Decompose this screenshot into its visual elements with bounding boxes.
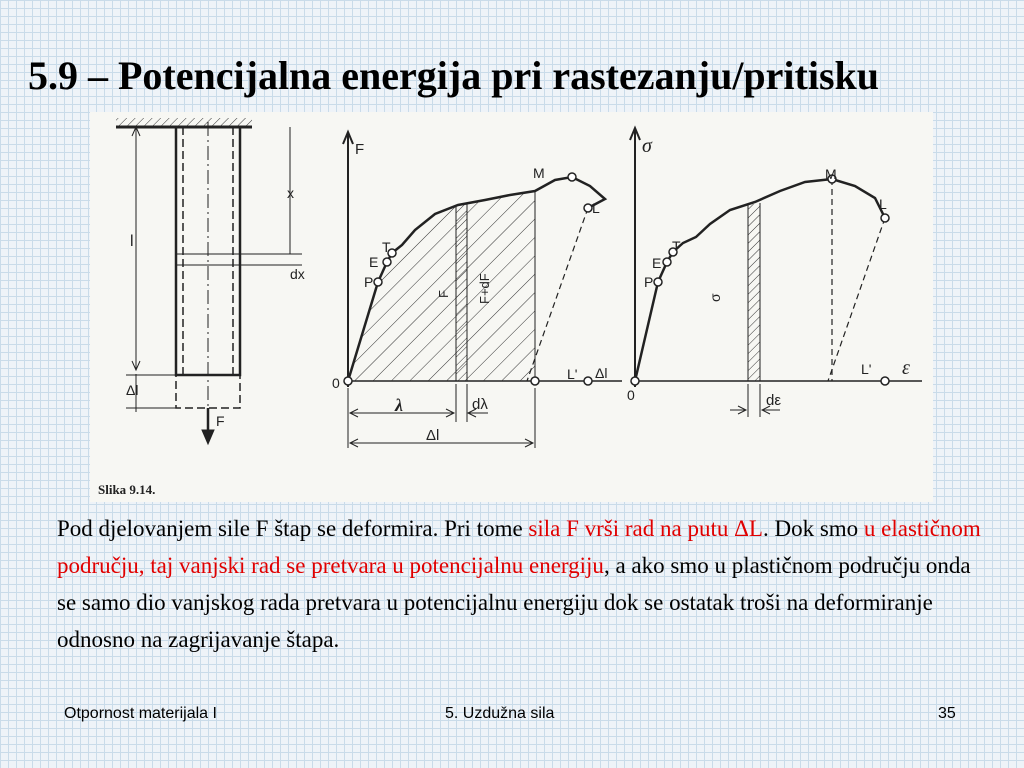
chart2-origin-label: 0 bbox=[627, 387, 635, 403]
chart1-point-l: L bbox=[592, 200, 600, 216]
body-text-3: , a ako smo u plastičnom području onda se samo dio vanjskog rada pretvara u potencijalnu energiju dok se ostatak troši na deformiranje odnosno na zagrijavanje štapa. bbox=[57, 553, 971, 652]
chart1-dim-d-lambda: dλ bbox=[472, 396, 488, 413]
chart1-strip-label-f-df: F+dF bbox=[477, 273, 492, 304]
chart1-origin-label: 0 bbox=[332, 375, 340, 391]
bar-diagram bbox=[116, 118, 305, 444]
bar-label-force: F bbox=[216, 413, 225, 429]
chart2-point-m: M bbox=[825, 166, 837, 182]
chart1-point-e: E bbox=[369, 254, 379, 270]
stress-strain-diagram bbox=[627, 128, 922, 417]
chart2-y-axis-label: σ bbox=[642, 135, 652, 157]
chart1-dim-delta-l: Δl bbox=[426, 427, 440, 444]
chart1-strip-label-f: F bbox=[436, 290, 451, 298]
bar-label-delta-l: Δl bbox=[126, 382, 139, 398]
chart2-point-t: T bbox=[672, 238, 681, 254]
footer-course-title: Otpornost materijala I bbox=[64, 705, 217, 722]
chart2-x-axis-label: ε bbox=[902, 357, 910, 379]
chart1-dim-lambda: λ bbox=[395, 395, 403, 415]
chart2-strip-label-sigma: σ bbox=[707, 293, 723, 302]
slide-title: 5.9 – Potencijalna energija pri rastezanju/pritisku bbox=[28, 53, 880, 98]
bar-label-dx: dx bbox=[290, 266, 305, 282]
chart1-point-m: M bbox=[533, 165, 545, 181]
chart1-axis-delta-l: Δl bbox=[595, 365, 608, 381]
body-paragraph bbox=[57, 510, 987, 658]
force-elongation-diagram bbox=[332, 132, 622, 448]
body-text-1: Pod djelovanjem sile F štap se deformira. Pri tome bbox=[57, 516, 529, 541]
chart2-point-p: P bbox=[644, 274, 654, 290]
chart1-point-l-prime: L' bbox=[567, 366, 578, 382]
figure-caption: Slika 9.14. bbox=[98, 482, 156, 497]
bar-label-l: l bbox=[130, 233, 134, 250]
chart1-point-p: P bbox=[364, 274, 374, 290]
footer-chapter: 5. Uzdužna sila bbox=[445, 705, 555, 722]
body-highlight-2: u elastičnom području, taj vanjski rad se pretvara u potencijalnu energiju bbox=[57, 516, 981, 578]
chart1-point-t: T bbox=[382, 239, 391, 255]
body-highlight-1: sila F vrši rad na putu ΔL bbox=[528, 516, 763, 541]
body-text-2: . Dok smo bbox=[762, 516, 864, 541]
bar-label-x: x bbox=[287, 185, 294, 201]
chart1-y-axis-label: F bbox=[355, 141, 365, 158]
chart2-point-l-prime: L' bbox=[861, 361, 872, 377]
chart2-point-l: L bbox=[879, 196, 887, 212]
chart2-dim-d-epsilon: dε bbox=[766, 392, 782, 409]
footer-page-number: 35 bbox=[938, 705, 956, 722]
figure-9-14 bbox=[90, 112, 933, 502]
chart2-point-e: E bbox=[652, 255, 662, 271]
